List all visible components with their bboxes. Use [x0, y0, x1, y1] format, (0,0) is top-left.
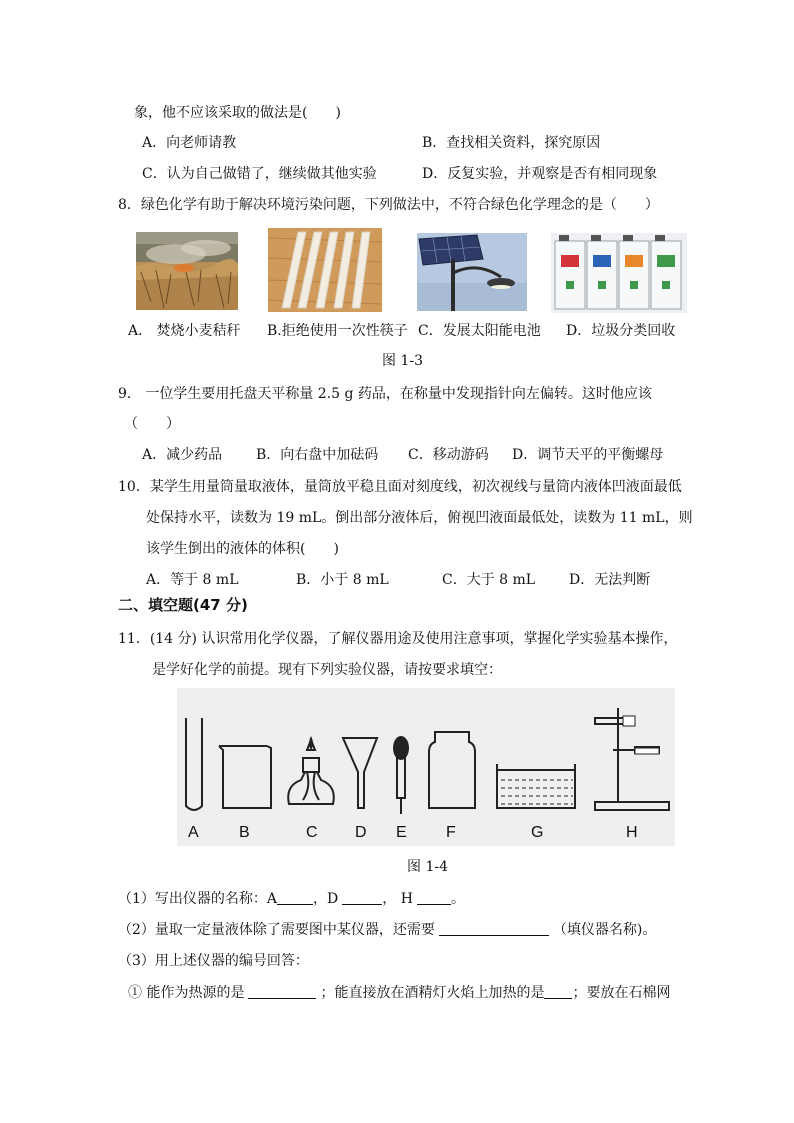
q9-option-b: B．向右盘中加砝码	[256, 447, 379, 463]
q9-option-a: A．减少药品	[142, 447, 223, 463]
answer-blank-a[interactable]	[277, 890, 313, 905]
q10-option-d: D．无法判断	[569, 572, 651, 588]
apparatus-label-h: H	[626, 824, 638, 841]
q11-sub-3: （3）用上述仪器的编号回答：	[118, 953, 309, 969]
q10-option-c: C．大于 8 mL	[442, 572, 536, 588]
apparatus-label-a: A	[188, 824, 199, 841]
q11-sub-1: （1）写出仪器的名称：A ，D ， H 。	[118, 891, 465, 907]
apparatus-label-g: G	[531, 824, 544, 841]
test-tube-icon	[186, 718, 202, 810]
q8-stem: 8．绿色化学有助于解决环境污染问题，下列做法中，不符合绿色化学理念的是（ ）	[118, 197, 659, 213]
burning-straw-image	[136, 232, 238, 310]
dropper-icon	[397, 758, 405, 798]
q10-line-3: 该学生倒出的液体的体积( )	[146, 541, 339, 557]
answer-blank-direct-heat[interactable]	[544, 984, 572, 999]
q9-stem: 9． 一位学生要用托盘天平称量 2.5 g 药品，在称量中发现指针向左偏转。这时他应该	[118, 386, 652, 402]
q10-option-b: B．小于 8 mL	[296, 572, 389, 588]
q9-paren: （ ）	[124, 416, 180, 432]
funnel-icon	[343, 738, 377, 808]
q8-option-d: D．垃圾分类回收	[566, 323, 676, 339]
q9-option-d: D．调节天平的平衡螺母	[512, 447, 664, 463]
q11-sub-2: （2）量取一定量液体除了需要图中某仪器，还需要 （填仪器名称)。	[118, 922, 657, 938]
alcohol-lamp-icon	[288, 772, 334, 804]
answer-blank-h[interactable]	[417, 890, 451, 905]
recycling-bins-image	[551, 233, 687, 313]
q8-option-a: A． 焚烧小麦秸秆	[128, 323, 241, 339]
bottle-icon	[429, 732, 475, 808]
apparatus-label-f: F	[446, 824, 456, 841]
figure-1-3-caption: 图 1-3	[382, 353, 423, 369]
q7-option-c: C．认为自己做错了，继续做其他实验	[142, 166, 377, 182]
answer-blank-instrument[interactable]	[439, 921, 549, 936]
q10-line-2: 处保持水平，读数为 19 mL。倒出部分液体后，俯视凹液面最低处，读数为 11 mL，则	[146, 510, 693, 526]
q8-option-c: C．发展太阳能电池	[418, 323, 541, 339]
q7-option-a: A．向老师请教	[142, 135, 237, 151]
q11-line-1: 11．(14 分) 认识常用化学仪器，了解仪器用途及使用注意事项，掌握化学实验基本操作，	[118, 631, 678, 647]
apparatus-figure	[177, 688, 675, 846]
solar-lamp-image	[417, 233, 527, 311]
q11-line-2: 是学好化学的前提。现有下列实验仪器，请按要求填空：	[152, 662, 502, 678]
apparatus-label-c: C	[306, 824, 318, 841]
q10-line-1: 10．某学生用量筒量取液体，量筒放平稳且面对刻度线，初次视线与量筒内液体凹液面最低	[118, 479, 682, 495]
q7-option-d: D．反复实验，并观察是否有相同现象	[422, 166, 658, 182]
q9-option-c: C．移动游码	[408, 447, 489, 463]
apparatus-label-b: B	[239, 824, 250, 841]
apparatus-label-e: E	[396, 824, 407, 841]
q8-option-b: B.拒绝使用一次性筷子	[267, 323, 408, 339]
answer-blank-d[interactable]	[342, 890, 382, 905]
q7-option-b: B．查找相关资料，探究原因	[422, 135, 601, 151]
q10-option-a: A．等于 8 mL	[146, 572, 239, 588]
apparatus-label-d: D	[355, 824, 367, 841]
beaker-icon	[219, 746, 271, 808]
q11-sub-3-1: ① 能作为热源的是 ；能直接放在酒精灯火焰上加热的是 ；要放在石棉网	[128, 985, 671, 1001]
section-2-heading: 二、填空题(47 分)	[118, 596, 248, 614]
figure-1-4-caption: 图 1-4	[407, 859, 448, 875]
answer-blank-heat-source[interactable]	[248, 984, 316, 999]
q7-stem-tail: 象，他不应该采取的做法是( )	[134, 105, 341, 121]
chopsticks-image	[268, 228, 382, 312]
